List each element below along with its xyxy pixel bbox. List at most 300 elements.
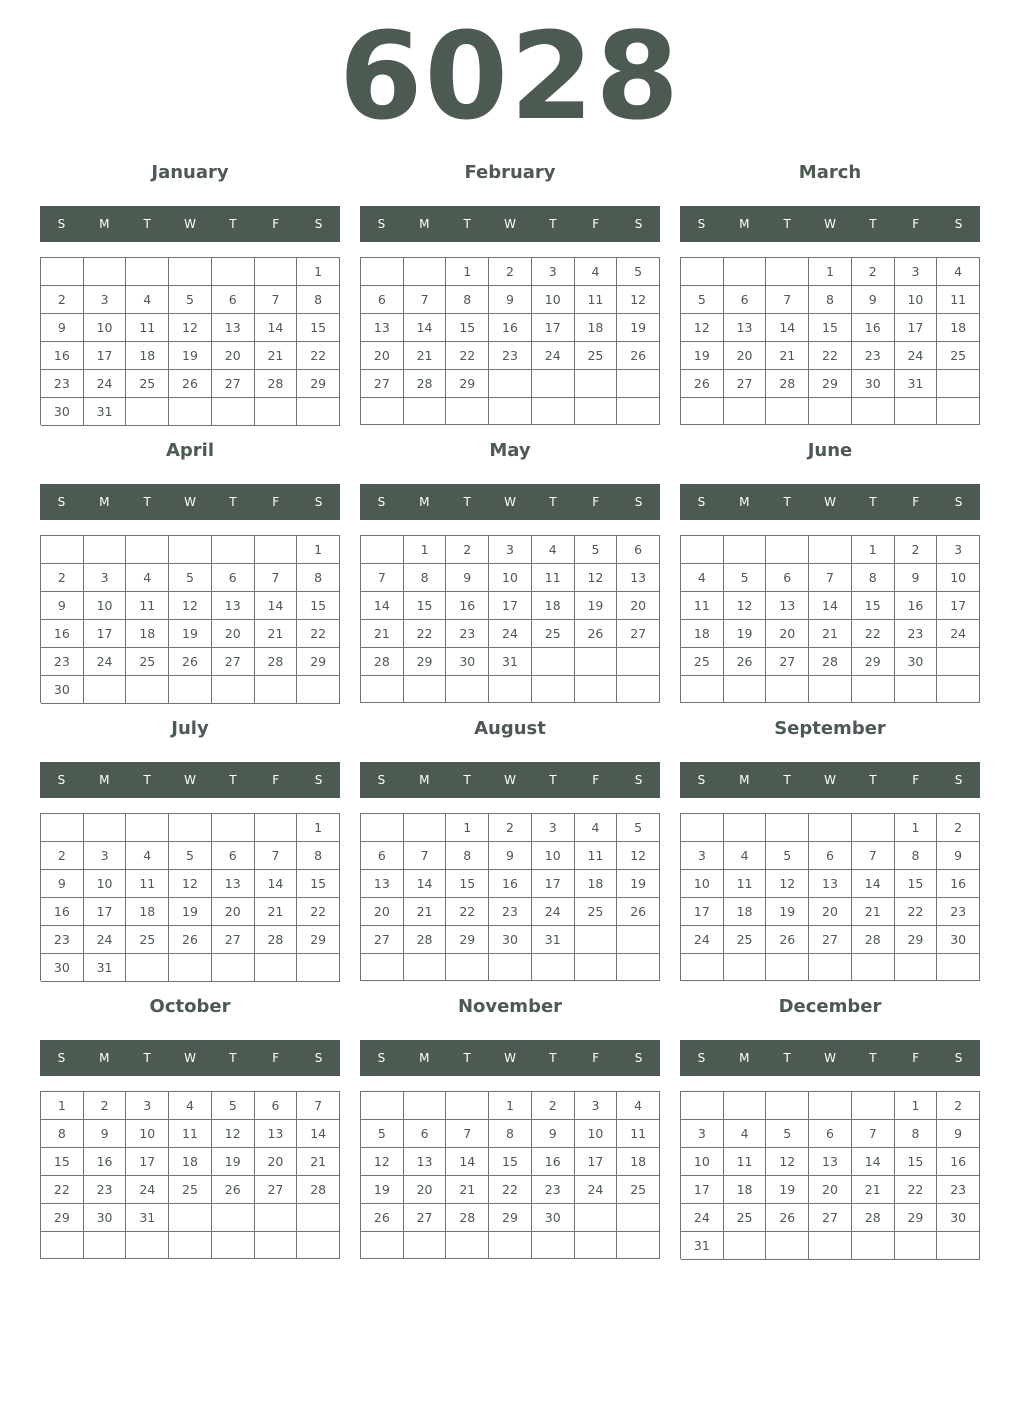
day-cell xyxy=(126,954,169,982)
weekday-label: W xyxy=(184,1051,196,1065)
weekday-header xyxy=(680,762,980,798)
weekday-label: S xyxy=(954,1051,963,1065)
day-grid xyxy=(680,535,980,703)
day-cell xyxy=(809,1232,852,1260)
day-cell: 13 xyxy=(766,592,809,620)
month-february xyxy=(360,161,660,431)
day-cell: 27 xyxy=(809,1204,852,1232)
weekday-label: M xyxy=(739,1051,750,1065)
day-cell xyxy=(212,398,255,426)
weekday-label: S xyxy=(57,773,66,787)
weekday-label: S xyxy=(697,495,706,509)
day-cell xyxy=(724,258,767,286)
day-cell: 16 xyxy=(446,592,489,620)
weekday-label: S xyxy=(697,217,706,231)
day-cell: 25 xyxy=(575,342,618,370)
day-cell: 2 xyxy=(937,1092,980,1120)
day-cell: 27 xyxy=(617,620,660,648)
day-cell: 7 xyxy=(297,1092,340,1120)
day-cell: 30 xyxy=(532,1204,575,1232)
day-cell xyxy=(361,814,404,842)
month-title: May xyxy=(489,440,531,461)
day-grid xyxy=(360,257,660,425)
day-cell xyxy=(297,1204,340,1232)
day-cell xyxy=(404,676,447,703)
weekday-label: W xyxy=(184,217,196,231)
weekday-label: W xyxy=(824,495,836,509)
day-cell xyxy=(575,954,618,981)
day-cell: 14 xyxy=(361,592,404,620)
day-cell: 14 xyxy=(255,592,298,620)
day-cell: 23 xyxy=(532,1176,575,1204)
day-cell: 21 xyxy=(361,620,404,648)
weekday-label: T xyxy=(783,217,791,231)
day-cell: 3 xyxy=(126,1092,169,1120)
day-cell: 22 xyxy=(895,898,938,926)
day-cell: 24 xyxy=(84,648,127,676)
day-cell: 26 xyxy=(361,1204,404,1232)
day-cell: 16 xyxy=(489,870,532,898)
day-cell: 18 xyxy=(532,592,575,620)
day-cell xyxy=(852,676,895,703)
day-cell: 1 xyxy=(404,536,447,564)
month-april xyxy=(40,439,340,709)
day-cell: 23 xyxy=(41,370,84,398)
day-cell xyxy=(404,258,447,286)
day-cell xyxy=(809,676,852,703)
day-cell: 14 xyxy=(255,314,298,342)
day-cell xyxy=(937,954,980,981)
day-cell: 21 xyxy=(404,898,447,926)
weekday-label: T xyxy=(143,495,151,509)
day-cell: 28 xyxy=(361,648,404,676)
day-cell: 30 xyxy=(489,926,532,954)
day-cell: 3 xyxy=(937,536,980,564)
day-cell xyxy=(489,398,532,425)
day-cell xyxy=(852,814,895,842)
weekday-label: W xyxy=(504,1051,516,1065)
day-cell xyxy=(297,1232,340,1259)
day-cell xyxy=(809,536,852,564)
day-cell xyxy=(84,258,127,286)
day-cell: 4 xyxy=(126,842,169,870)
day-cell: 4 xyxy=(681,564,724,592)
day-cell: 27 xyxy=(724,370,767,398)
day-cell: 20 xyxy=(809,898,852,926)
day-cell: 23 xyxy=(852,342,895,370)
day-cell: 5 xyxy=(212,1092,255,1120)
day-cell: 15 xyxy=(895,1148,938,1176)
day-cell: 10 xyxy=(532,286,575,314)
day-cell: 17 xyxy=(681,1176,724,1204)
day-cell: 15 xyxy=(404,592,447,620)
day-cell: 16 xyxy=(489,314,532,342)
day-cell: 23 xyxy=(41,648,84,676)
day-cell: 9 xyxy=(532,1120,575,1148)
day-cell: 12 xyxy=(681,314,724,342)
day-cell: 19 xyxy=(169,342,212,370)
day-cell xyxy=(724,1232,767,1260)
day-cell xyxy=(212,1204,255,1232)
day-cell xyxy=(809,1092,852,1120)
day-grid xyxy=(360,813,660,981)
day-grid xyxy=(40,813,340,981)
day-cell xyxy=(532,648,575,676)
day-cell: 4 xyxy=(575,814,618,842)
day-cell xyxy=(766,536,809,564)
day-cell: 27 xyxy=(361,926,404,954)
day-cell: 4 xyxy=(724,842,767,870)
month-march xyxy=(680,161,980,431)
weekday-label: W xyxy=(184,495,196,509)
day-cell: 13 xyxy=(617,564,660,592)
weekday-label: S xyxy=(634,1051,643,1065)
day-cell: 23 xyxy=(937,1176,980,1204)
day-cell: 11 xyxy=(169,1120,212,1148)
weekday-label: S xyxy=(314,217,323,231)
day-cell: 25 xyxy=(126,648,169,676)
weekday-label: W xyxy=(824,217,836,231)
day-cell: 22 xyxy=(297,620,340,648)
day-cell: 6 xyxy=(212,842,255,870)
day-cell: 6 xyxy=(212,286,255,314)
weekday-label: S xyxy=(634,217,643,231)
day-cell: 15 xyxy=(446,314,489,342)
day-cell: 8 xyxy=(489,1120,532,1148)
day-cell xyxy=(84,676,127,704)
day-cell: 22 xyxy=(446,898,489,926)
weekday-label: M xyxy=(739,495,750,509)
weekday-label: F xyxy=(592,495,600,509)
day-cell xyxy=(41,258,84,286)
day-cell: 21 xyxy=(446,1176,489,1204)
day-cell: 10 xyxy=(84,314,127,342)
month-title: December xyxy=(778,996,882,1017)
day-cell xyxy=(255,258,298,286)
day-cell: 26 xyxy=(169,648,212,676)
month-title: November xyxy=(457,996,563,1017)
day-cell: 30 xyxy=(895,648,938,676)
day-cell: 10 xyxy=(575,1120,618,1148)
month-september xyxy=(680,717,980,987)
day-cell: 25 xyxy=(681,648,724,676)
day-cell: 4 xyxy=(126,564,169,592)
day-cell: 10 xyxy=(126,1120,169,1148)
day-cell: 13 xyxy=(361,314,404,342)
day-cell: 24 xyxy=(84,370,127,398)
weekday-label: M xyxy=(739,217,750,231)
day-cell: 13 xyxy=(212,870,255,898)
day-cell: 10 xyxy=(489,564,532,592)
day-cell xyxy=(937,1232,980,1260)
day-cell xyxy=(852,1232,895,1260)
day-cell: 10 xyxy=(937,564,980,592)
weekday-label: T xyxy=(869,495,877,509)
month-title: October xyxy=(149,996,231,1017)
day-cell: 30 xyxy=(41,954,84,982)
day-cell: 9 xyxy=(895,564,938,592)
weekday-label: T xyxy=(549,773,557,787)
day-cell: 14 xyxy=(255,870,298,898)
day-cell: 15 xyxy=(809,314,852,342)
weekday-label: T xyxy=(463,217,471,231)
day-cell xyxy=(681,258,724,286)
day-cell: 10 xyxy=(681,870,724,898)
day-cell: 2 xyxy=(532,1092,575,1120)
weekday-label: T xyxy=(463,1051,471,1065)
day-cell: 29 xyxy=(297,926,340,954)
day-cell: 21 xyxy=(852,1176,895,1204)
weekday-label: S xyxy=(314,495,323,509)
day-cell: 7 xyxy=(852,842,895,870)
day-cell: 21 xyxy=(766,342,809,370)
day-cell: 23 xyxy=(489,898,532,926)
day-cell: 25 xyxy=(937,342,980,370)
day-cell: 14 xyxy=(852,1148,895,1176)
day-cell: 31 xyxy=(895,370,938,398)
day-cell: 16 xyxy=(852,314,895,342)
weekday-header xyxy=(40,206,340,242)
month-title: January xyxy=(151,162,229,183)
day-cell xyxy=(361,954,404,981)
day-cell: 10 xyxy=(84,592,127,620)
day-cell: 28 xyxy=(255,370,298,398)
day-cell: 6 xyxy=(255,1092,298,1120)
day-cell: 27 xyxy=(404,1204,447,1232)
day-cell: 11 xyxy=(575,286,618,314)
day-cell: 21 xyxy=(255,898,298,926)
day-cell xyxy=(852,954,895,981)
day-cell: 23 xyxy=(446,620,489,648)
day-cell: 30 xyxy=(937,1204,980,1232)
day-cell: 24 xyxy=(126,1176,169,1204)
day-cell: 2 xyxy=(84,1092,127,1120)
weekday-label: T xyxy=(143,217,151,231)
day-cell xyxy=(489,676,532,703)
day-cell: 16 xyxy=(41,620,84,648)
weekday-label: W xyxy=(184,773,196,787)
day-cell xyxy=(404,1232,447,1259)
day-cell xyxy=(681,676,724,703)
day-cell xyxy=(937,676,980,703)
day-cell: 11 xyxy=(126,870,169,898)
day-cell: 13 xyxy=(361,870,404,898)
day-cell xyxy=(532,398,575,425)
day-cell xyxy=(766,398,809,425)
day-cell: 26 xyxy=(212,1176,255,1204)
day-cell: 9 xyxy=(41,314,84,342)
day-cell: 20 xyxy=(255,1148,298,1176)
day-cell: 18 xyxy=(724,898,767,926)
day-cell xyxy=(617,648,660,676)
day-cell: 1 xyxy=(895,814,938,842)
day-cell xyxy=(446,1092,489,1120)
day-cell: 12 xyxy=(617,842,660,870)
day-cell xyxy=(126,814,169,842)
day-cell: 30 xyxy=(84,1204,127,1232)
day-cell: 29 xyxy=(446,370,489,398)
day-cell: 11 xyxy=(617,1120,660,1148)
day-cell: 13 xyxy=(212,314,255,342)
day-cell xyxy=(852,398,895,425)
weekday-label: S xyxy=(57,217,66,231)
month-october xyxy=(40,995,340,1265)
day-cell xyxy=(532,676,575,703)
day-cell xyxy=(809,814,852,842)
weekday-label: F xyxy=(912,495,920,509)
day-cell xyxy=(724,814,767,842)
weekday-label: W xyxy=(504,773,516,787)
weekday-header xyxy=(680,484,980,520)
weekday-label: M xyxy=(419,1051,430,1065)
day-cell: 25 xyxy=(575,898,618,926)
day-cell: 22 xyxy=(404,620,447,648)
day-cell xyxy=(724,676,767,703)
weekday-label: W xyxy=(504,217,516,231)
day-cell: 5 xyxy=(724,564,767,592)
day-cell xyxy=(532,954,575,981)
day-cell: 29 xyxy=(446,926,489,954)
day-cell: 27 xyxy=(255,1176,298,1204)
day-cell: 5 xyxy=(617,814,660,842)
day-cell xyxy=(126,536,169,564)
day-cell: 20 xyxy=(212,620,255,648)
month-may xyxy=(360,439,660,709)
day-cell: 21 xyxy=(255,342,298,370)
day-cell: 12 xyxy=(724,592,767,620)
day-cell: 14 xyxy=(809,592,852,620)
day-cell: 7 xyxy=(852,1120,895,1148)
day-cell xyxy=(766,1092,809,1120)
day-cell: 24 xyxy=(84,926,127,954)
day-cell xyxy=(169,814,212,842)
day-cell: 28 xyxy=(255,926,298,954)
weekday-header xyxy=(360,484,660,520)
day-cell: 28 xyxy=(404,926,447,954)
day-cell: 30 xyxy=(446,648,489,676)
day-cell: 10 xyxy=(532,842,575,870)
weekday-label: S xyxy=(314,773,323,787)
day-cell: 5 xyxy=(169,564,212,592)
day-cell: 26 xyxy=(617,898,660,926)
month-title: April xyxy=(165,440,215,461)
day-cell: 11 xyxy=(681,592,724,620)
day-cell: 6 xyxy=(809,1120,852,1148)
weekday-label: F xyxy=(592,773,600,787)
day-cell xyxy=(766,1232,809,1260)
day-cell: 21 xyxy=(809,620,852,648)
day-cell: 27 xyxy=(212,370,255,398)
day-cell: 31 xyxy=(84,398,127,426)
day-cell: 23 xyxy=(41,926,84,954)
day-cell: 13 xyxy=(809,1148,852,1176)
day-cell: 12 xyxy=(617,286,660,314)
day-cell: 7 xyxy=(255,286,298,314)
month-november xyxy=(360,995,660,1265)
day-cell: 16 xyxy=(532,1148,575,1176)
day-cell: 20 xyxy=(617,592,660,620)
day-cell: 18 xyxy=(169,1148,212,1176)
day-cell: 18 xyxy=(126,342,169,370)
day-cell: 12 xyxy=(361,1148,404,1176)
weekday-label: M xyxy=(99,773,110,787)
day-cell: 17 xyxy=(84,898,127,926)
day-cell: 9 xyxy=(937,1120,980,1148)
day-cell xyxy=(489,370,532,398)
day-cell: 5 xyxy=(169,286,212,314)
day-cell: 21 xyxy=(404,342,447,370)
day-cell: 31 xyxy=(126,1204,169,1232)
weekday-label: S xyxy=(377,1051,386,1065)
day-cell xyxy=(41,814,84,842)
day-grid xyxy=(680,257,980,425)
day-cell xyxy=(681,398,724,425)
day-cell: 31 xyxy=(681,1232,724,1260)
day-cell xyxy=(126,1232,169,1259)
day-cell xyxy=(169,398,212,426)
day-cell: 26 xyxy=(724,648,767,676)
weekday-label: S xyxy=(697,773,706,787)
day-grid xyxy=(680,813,980,981)
day-cell xyxy=(489,1232,532,1259)
day-cell xyxy=(255,954,298,982)
day-cell: 5 xyxy=(169,842,212,870)
day-cell: 3 xyxy=(532,814,575,842)
day-cell: 5 xyxy=(617,258,660,286)
day-cell xyxy=(532,370,575,398)
day-cell xyxy=(575,1232,618,1259)
day-cell: 19 xyxy=(681,342,724,370)
day-cell xyxy=(41,1232,84,1259)
day-cell xyxy=(446,676,489,703)
day-cell xyxy=(361,536,404,564)
day-cell: 16 xyxy=(41,898,84,926)
day-cell: 26 xyxy=(169,926,212,954)
day-cell: 7 xyxy=(404,286,447,314)
day-cell: 5 xyxy=(766,842,809,870)
day-cell: 9 xyxy=(937,842,980,870)
day-cell xyxy=(446,954,489,981)
day-cell xyxy=(766,676,809,703)
day-cell xyxy=(404,1092,447,1120)
day-cell: 12 xyxy=(575,564,618,592)
day-cell: 30 xyxy=(937,926,980,954)
day-cell: 3 xyxy=(84,286,127,314)
month-title: June xyxy=(807,440,853,461)
weekday-label: F xyxy=(912,1051,920,1065)
day-cell: 18 xyxy=(617,1148,660,1176)
day-grid xyxy=(40,535,340,703)
day-cell: 5 xyxy=(575,536,618,564)
day-cell: 6 xyxy=(212,564,255,592)
day-cell: 17 xyxy=(575,1148,618,1176)
day-cell: 3 xyxy=(489,536,532,564)
weekday-label: T xyxy=(549,1051,557,1065)
day-cell xyxy=(404,398,447,425)
day-cell xyxy=(212,676,255,704)
day-cell: 19 xyxy=(617,870,660,898)
day-cell: 8 xyxy=(446,842,489,870)
day-cell: 16 xyxy=(895,592,938,620)
day-cell: 26 xyxy=(766,926,809,954)
day-cell: 17 xyxy=(681,898,724,926)
day-cell: 20 xyxy=(809,1176,852,1204)
day-cell: 12 xyxy=(766,870,809,898)
day-cell: 25 xyxy=(169,1176,212,1204)
day-cell: 16 xyxy=(84,1148,127,1176)
day-cell: 15 xyxy=(297,314,340,342)
day-cell: 17 xyxy=(126,1148,169,1176)
